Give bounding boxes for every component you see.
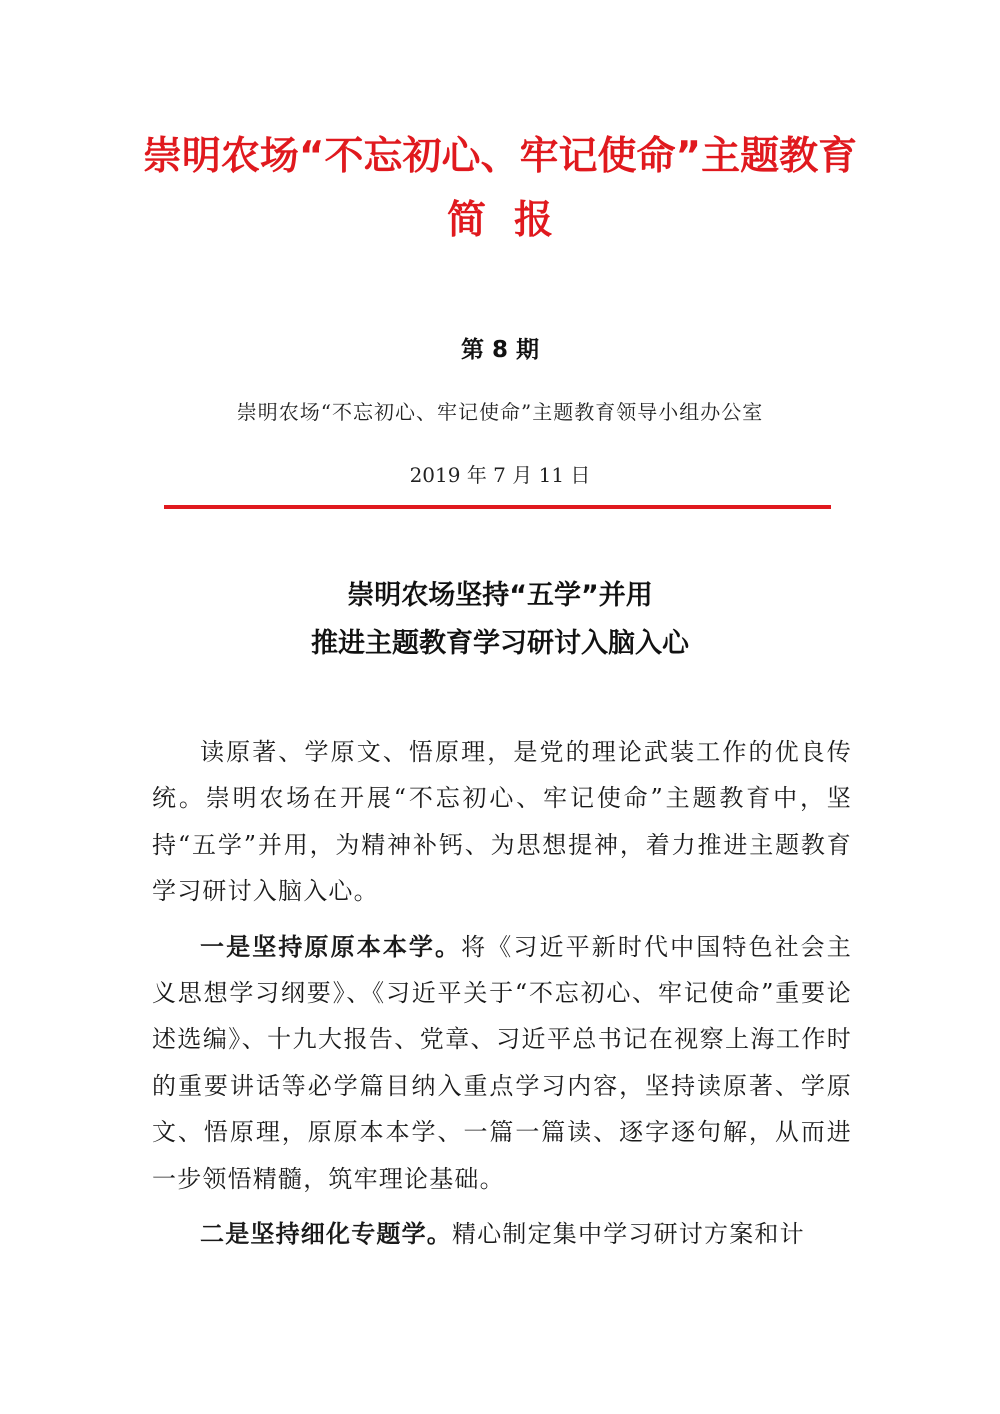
issue-number: 第 8 期: [460, 337, 540, 363]
paragraph-text: 精心制定集中学习研讨方案和计: [452, 1220, 805, 1249]
paragraph-text: 将《习近平新时代中国特色社会主义思想学习纲要》、《习近平关于“不忘初心、牢记使命”重要论述选编》、十九大报告、党章、习近平总书记在视察上海工作时的重要讲话等必学篇目纳入重点学习内容，坚持读原著、学原文、悟原理，原原本本学、一篇一篇读、逐字逐句解，从而进一步领悟精髓，筑牢理论基础。: [152, 932, 853, 1193]
paragraph-intro: [152, 729, 852, 915]
issue-date: 2019 年 7 月 11 日: [409, 463, 591, 487]
issuing-office: 崇明农场“不忘初心、牢记使命”主题教育领导小组办公室: [236, 400, 764, 424]
paragraph-point-one: [152, 924, 852, 1202]
article-title-line1: 崇明农场坚持“五学”并用: [347, 580, 653, 611]
paragraph-lead: 一是坚持原原本本学。: [200, 932, 462, 961]
red-divider-rule: [164, 505, 831, 509]
article-body: [152, 729, 852, 1266]
masthead-subtitle: 简报: [446, 198, 581, 243]
article-title-line2: 推进主题教育学习研讨入脑入心: [311, 628, 689, 659]
paragraph-lead: 二是坚持细化专题学。: [200, 1220, 452, 1249]
masthead-title: 崇明农场“不忘初心、牢记使命”主题教育: [142, 134, 858, 179]
paragraph-text: 读原著、学原文、悟原理，是党的理论武装工作的优良传统。崇明农场在开展“不忘初心、牢记使命”主题教育中，坚持“五学”并用，为精神补钙、为思想提神，着力推进主题教育学习研讨入脑入心。: [152, 738, 852, 906]
paragraph-point-two: [152, 1211, 852, 1257]
